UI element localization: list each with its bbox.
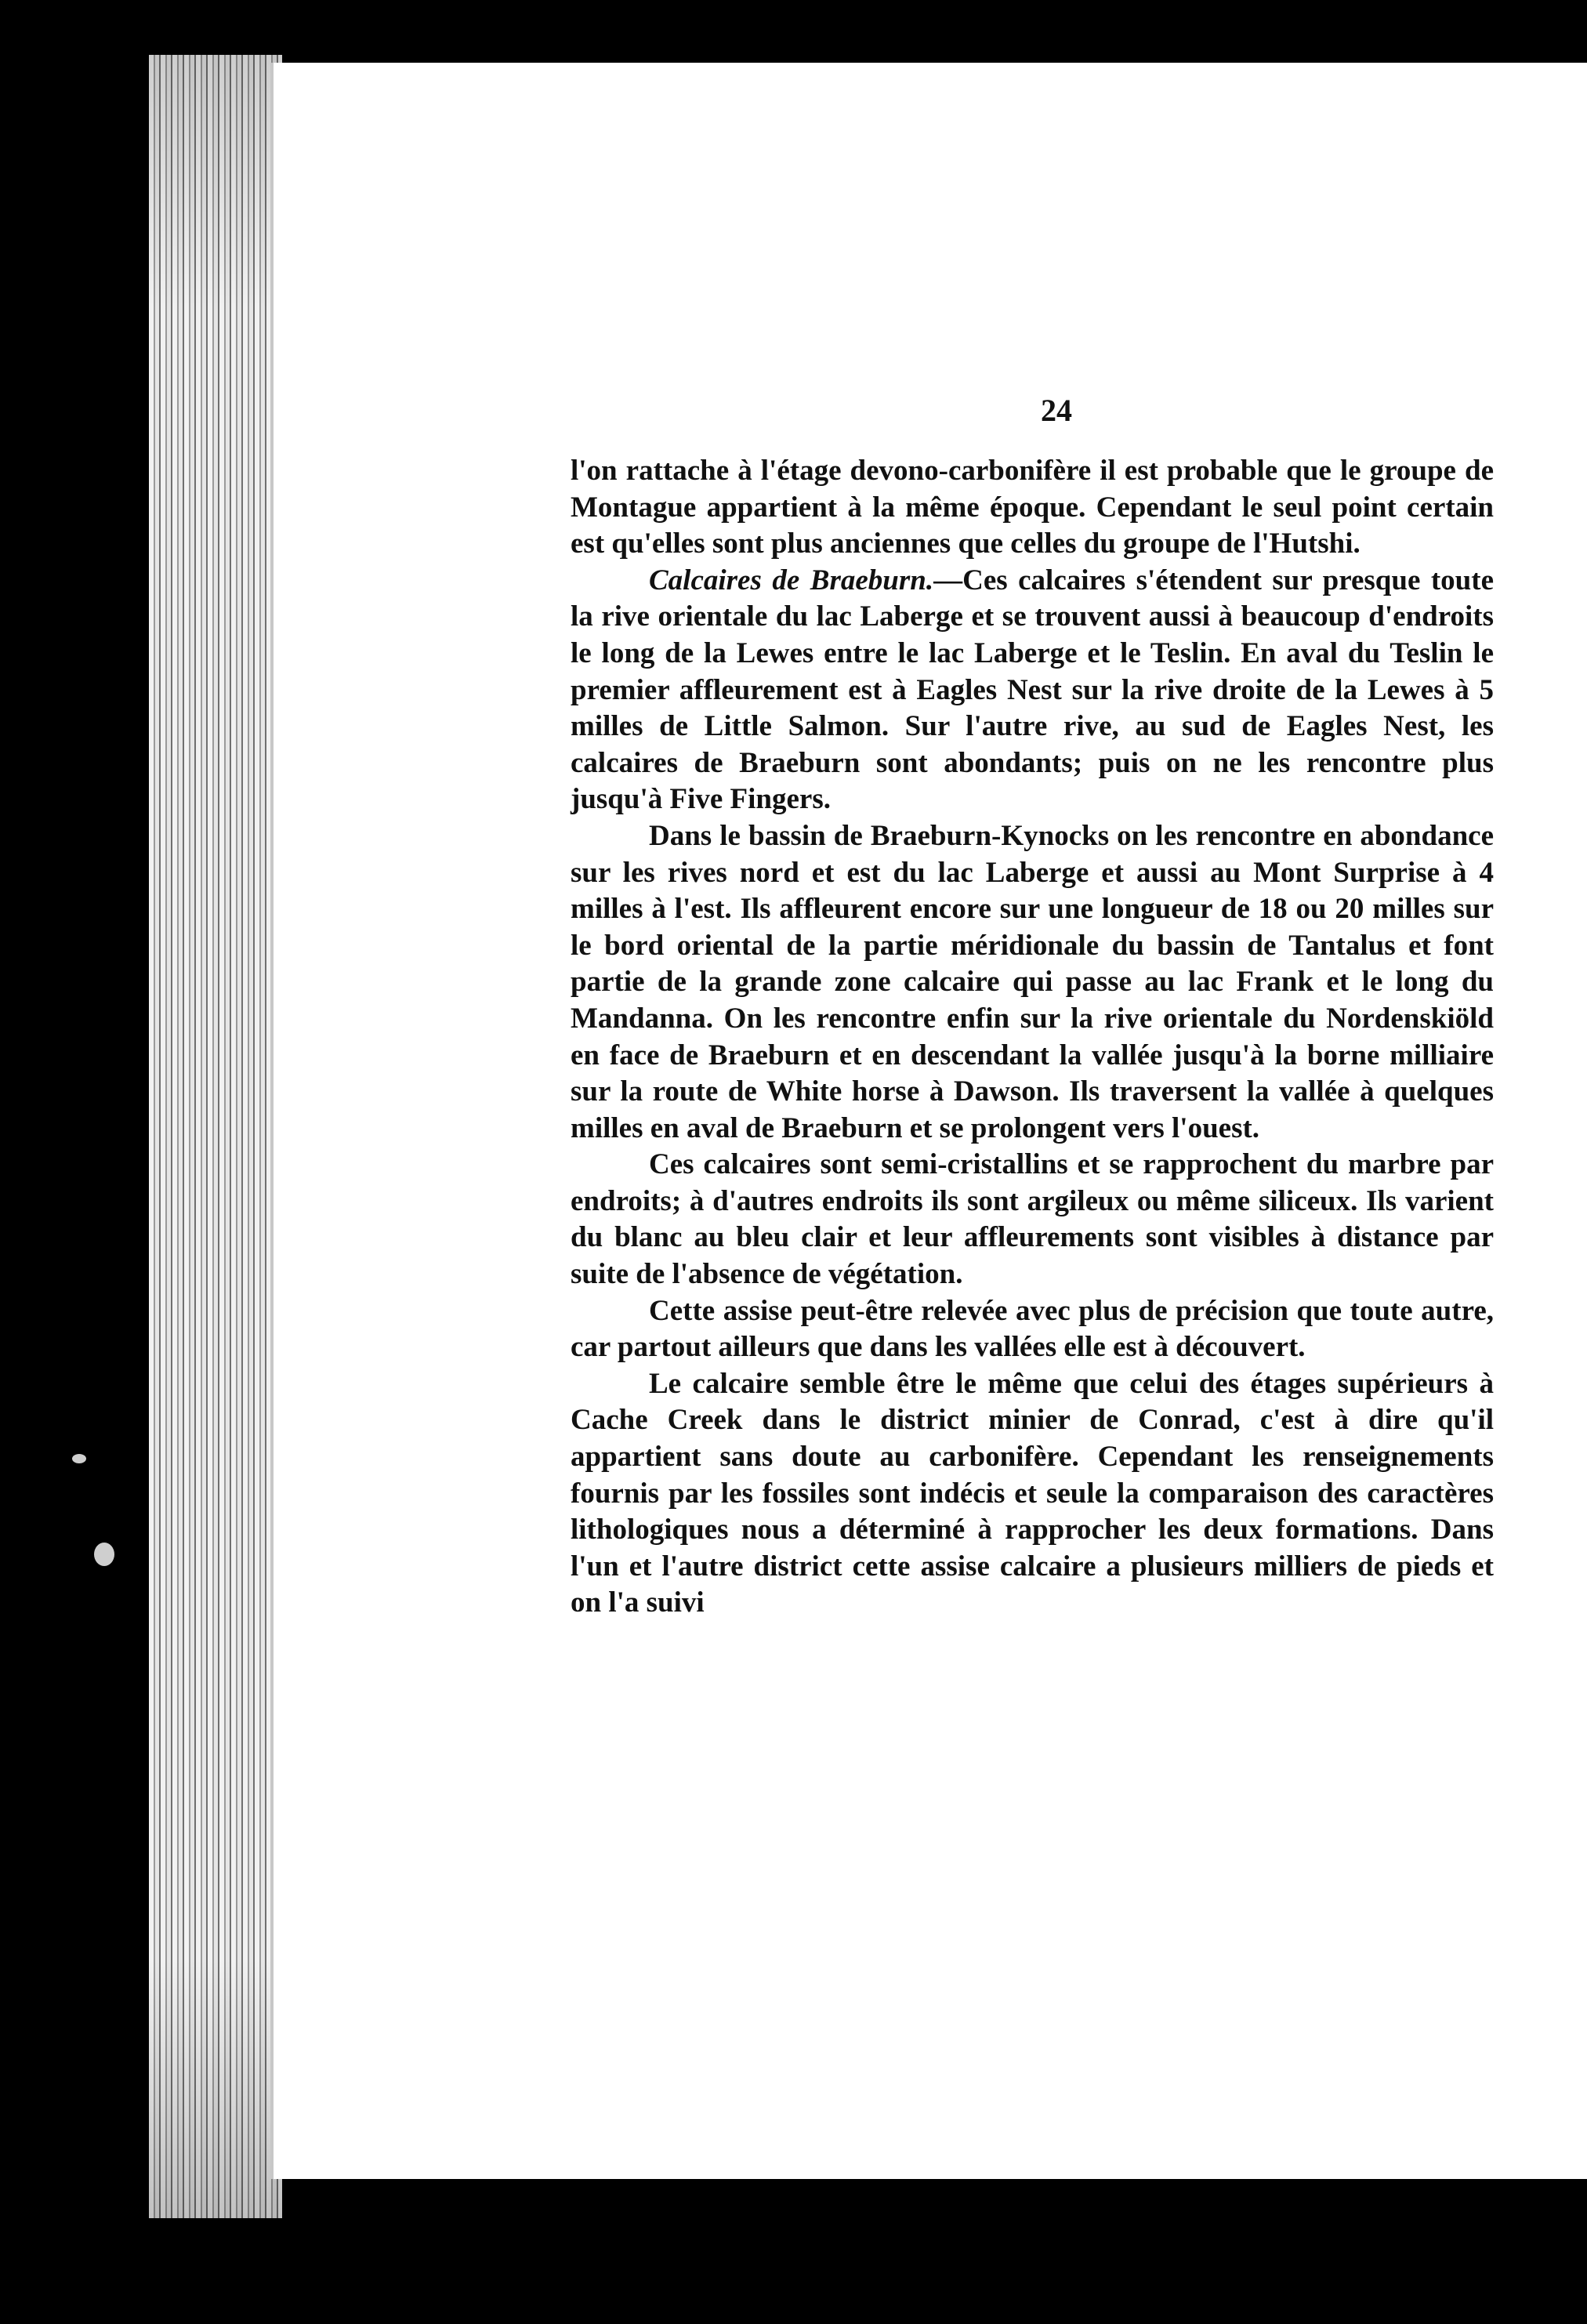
- paragraph-text: Le calcaire semble être le même que celui des étages supérieurs à Cache Creek dans le district minier de Conrad, c'est à dire qu'il appartient sans doute au carbonifère. Cependant les renseignements fournis par les fossiles sont indécis et seule la comparaison des caractères lithologiques nous a déterminé à rapprocher les deux formations. Dans l'un et l'autre district cette assise calcaire a plusieurs milliers de pieds et on l'a suivi: [571, 1367, 1494, 1619]
- paragraph: [571, 1366, 1494, 1622]
- page-number: 24: [1041, 393, 1072, 428]
- paragraph: [571, 563, 1494, 818]
- paragraph-text: l'on rattache à l'étage devono-carbonifère il est probable que le groupe de Montague appartient à la même époque. Cependant le seul point certain est qu'elles sont plus anciennes que celles du groupe de l'Hutshi.: [571, 455, 1494, 560]
- paragraph-text: Cette assise peut-être relevée avec plus de précision que toute autre, car partout ailleurs que dans les vallées elle est à découvert.: [571, 1294, 1494, 1364]
- section-heading: Calcaires de Braeburn.: [649, 564, 934, 596]
- scan-spot-mark: [72, 1454, 86, 1463]
- paragraph: [571, 1147, 1494, 1293]
- paragraph: [571, 818, 1494, 1147]
- paragraph: [571, 453, 1494, 563]
- paragraph: [571, 1293, 1494, 1366]
- paragraph-text: Dans le bassin de Braeburn-Kynocks on les rencontre en abondance sur les rives nord et est du lac Laberge et aussi au Mont Surprise à 4 milles à l'est. Ils affleurent encore sur une longueur de 18 ou 20 milles sur le bord oriental de la partie méridionale du bassin de Tantalus et font partie de la grande zone calcaire qui passe au lac Frank et le long du Mandanna. On les rencontre enfin sur la rive orientale du Nordenskiöld en face de Braeburn et en descendant la vallée jusqu'à la borne milliaire sur la route de White horse à Dawson. Ils traversent la vallée à quelques milles en aval de Braeburn et se prolongent vers l'ouest.: [571, 819, 1494, 1144]
- paragraph-text: —Ces calcaires s'étendent sur presque toute la rive orientale du lac Laberge et se trouvent aussi à beaucoup d'endroits le long de la Lewes entre le lac Laberge et le Teslin. En aval du Teslin le premier affleurement est à Eagles Nest sur la rive droite de la Lewes à 5 milles de Little Salmon. Sur l'autre rive, au sud de Eagles Nest, les calcaires de Braeburn sont abondants; puis on ne les rencontre plus jusqu'à Five Fingers.: [571, 564, 1494, 816]
- paragraph-text: Ces calcaires sont semi-cristallins et se rapprochent du marbre par endroits; à d'autres endroits ils sont argileux ou même siliceux. Ils varient du blanc au bleu clair et leur affleurements sont visibles à distance par suite de l'absence de végétation.: [571, 1148, 1494, 1291]
- body-text: [571, 453, 1494, 1622]
- book-page-edges: [149, 55, 282, 2218]
- scan-spot-mark: [94, 1543, 114, 1566]
